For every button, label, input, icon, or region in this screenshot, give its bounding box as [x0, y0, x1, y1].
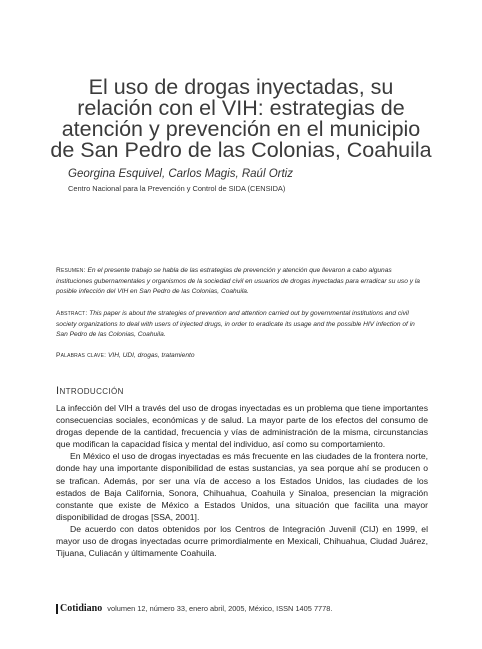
journal-logo: Cotidiano: [56, 604, 102, 614]
author-list: Georgina Esquivel, Carlos Magis, Raúl Ortiz: [68, 168, 293, 180]
title-line: atención y prevención en el municipio: [61, 117, 421, 141]
author-affiliation: Centro Nacional para la Prevención y Control de SIDA (CENSIDA): [68, 184, 286, 193]
body-text: [56, 402, 428, 559]
article-title: [40, 77, 442, 161]
citation-text: volumen 12, número 33, enero abril, 2005, México, ISSN 1405 7778.: [107, 604, 333, 613]
abstract-text: This paper is about the strategies of prevention and attention carried out by governmental institutions and civil society organizations to deal with users of injected drugs, in order to eradicate its usage and the possible HIV infection of in San Pedro de las Colonias, Coahuila.: [56, 310, 415, 338]
section-heading: Introducción: [56, 385, 124, 397]
abstract-block: [56, 309, 426, 341]
abstract-label: Abstract:: [56, 310, 88, 317]
body-paragraph: De acuerdo con datos obtenidos por los Centros de Integración Juvenil (CIJ) en 1999, el mayor uso de drogas inyectadas ocurre primordialmente en Mexicali, Chihuahua, Ciudad Juárez, Tijuana, Culiacán y últimamente Coahuila.: [56, 523, 428, 559]
title-line: de San Pedro de las Colonias, Coahuila: [50, 138, 432, 162]
resumen-text: En el presente trabajo se habla de las estrategias de prevención y atención que llevaron a cabo algunas instituciones gubernamentales y organismos de la sociedad civil en usuarios de drogas inyectadas para erradicar su uso y la posible infección del VIH en San Pedro de las Colonias, Coahuila.: [56, 267, 420, 295]
keywords-text: VIH, UDI, drogas, tratamiento: [108, 352, 195, 359]
resumen-block: [56, 266, 426, 298]
keywords-block: [56, 351, 426, 362]
body-paragraph: En México el uso de drogas inyectadas es más frecuente en las ciudades de la frontera norte, donde hay una importante disponibilidad de estas sustancias, ya sea porque ahí se producen o se trafican. Además, por ser una vía de acceso a los Estados Unidos, las ciudades de los estados de Baja California, Sonora, Chihuahua, Coahuila y Sinaloa, presencian la migración constante que existe de México a Estados Unidos, una situación que facilita una mayor disponibilidad de drogas [SSA, 2001].: [56, 451, 428, 522]
title-line: El uso de drogas inyectadas, su: [88, 75, 394, 99]
resumen-label: Resumen:: [56, 267, 86, 274]
body-paragraph: La infección del VIH a través del uso de drogas inyectadas es un problema que tiene importantes consecuencias sociales, económicas y de salud. La mayor parte de los efectos del consumo de drogas depende de la cantidad, frecuencia y vías de administración de la misma, circunstancias que modifican la capacidad física y mental del individuo, así como su comportamiento.: [56, 403, 428, 450]
page-footer: [56, 604, 446, 614]
keywords-label: Palabras clave:: [56, 352, 107, 359]
title-line: relación con el VIH: estrategias de: [77, 96, 405, 120]
